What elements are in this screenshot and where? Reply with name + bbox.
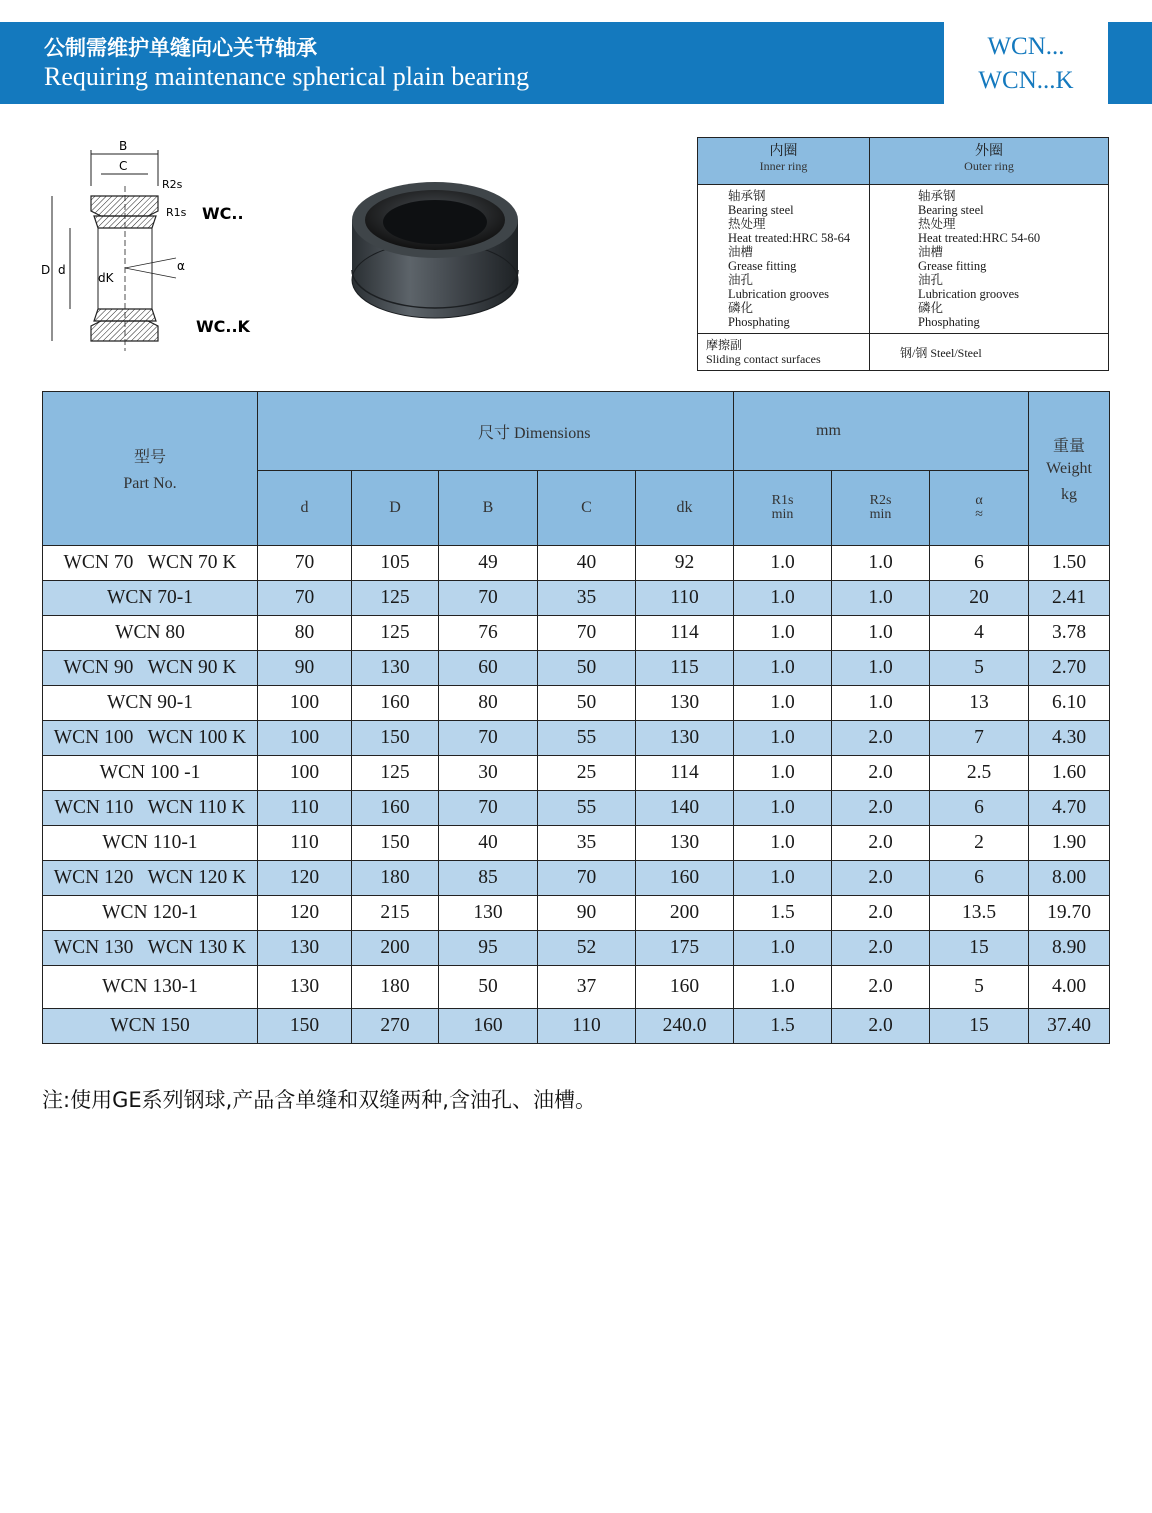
cell-d: 80	[258, 616, 352, 651]
cell-b: 130	[439, 896, 538, 931]
cell-dk: 114	[636, 616, 734, 651]
cell-dk: 130	[636, 686, 734, 721]
weight-header	[1029, 392, 1110, 546]
cell-dk: 200	[636, 896, 734, 931]
cell-r1s: 1.0	[734, 966, 832, 1009]
cell-d: 120	[258, 896, 352, 931]
cell-b: 50	[439, 966, 538, 1009]
cell-dk: 114	[636, 756, 734, 791]
cell-d: 70	[258, 546, 352, 581]
cell-alpha: 20	[930, 581, 1029, 616]
inner-ring-en: Inner ring	[759, 159, 808, 173]
cell-c: 55	[538, 721, 636, 756]
cell-b: 70	[439, 581, 538, 616]
cell-alpha: 2.5	[930, 756, 1029, 791]
cell-r2s: 1.0	[832, 651, 930, 686]
cell-outer-d: 270	[352, 1009, 439, 1044]
diagram-label-r1s: R1s	[166, 206, 187, 219]
cell-alpha: 2	[930, 826, 1029, 861]
title-chinese: 公制需维护单缝向心关节轴承	[44, 36, 317, 60]
cell-outer-d: 125	[352, 616, 439, 651]
cell-part-no: WCN 110-1	[43, 826, 258, 861]
cell-alpha: 4	[930, 616, 1029, 651]
cell-dk: 110	[636, 581, 734, 616]
weight-unit: kg	[1061, 486, 1078, 503]
table-row	[43, 861, 1110, 896]
table-row	[43, 721, 1110, 756]
bearing-photo	[340, 162, 530, 322]
cell-dk: 130	[636, 826, 734, 861]
dimensions-table	[42, 391, 1110, 1044]
cell-b: 30	[439, 756, 538, 791]
outer-ring-en: Outer ring	[964, 159, 1014, 173]
cell-weight: 4.70	[1029, 791, 1110, 826]
cell-dk: 92	[636, 546, 734, 581]
cell-d: 70	[258, 581, 352, 616]
cell-b: 70	[439, 791, 538, 826]
cell-part-no: WCN 110 WCN 110 K	[43, 791, 258, 826]
cell-part-no: WCN 130 WCN 130 K	[43, 931, 258, 966]
cell-dk: 160	[636, 861, 734, 896]
unit-header: mm	[734, 392, 1029, 471]
cell-alpha: 15	[930, 1009, 1029, 1044]
spec-line: 油孔	[728, 273, 754, 287]
cell-r1s: 1.0	[734, 826, 832, 861]
cell-outer-d: 150	[352, 826, 439, 861]
weight-en: Weight	[1046, 460, 1092, 477]
cell-d: 130	[258, 966, 352, 1009]
cell-weight: 4.30	[1029, 721, 1110, 756]
cell-r1s: 1.0	[734, 581, 832, 616]
cell-r1s: 1.0	[734, 686, 832, 721]
outer-ring-spec	[870, 185, 1109, 334]
cell-part-no: WCN 150	[43, 1009, 258, 1044]
cell-r1s: 1.0	[734, 791, 832, 826]
series-code-wcnk: WCN...K	[978, 67, 1074, 94]
col-header-r2s	[832, 471, 930, 546]
cell-alpha: 6	[930, 791, 1029, 826]
cell-outer-d: 150	[352, 721, 439, 756]
sliding-contact-cn: 摩擦副	[706, 338, 743, 352]
cell-r2s: 1.0	[832, 616, 930, 651]
cell-d: 150	[258, 1009, 352, 1044]
spec-line: Bearing steel	[918, 203, 984, 217]
cell-part-no: WCN 80	[43, 616, 258, 651]
alpha-label: α	[975, 493, 983, 508]
r2s-label: R2s	[869, 493, 892, 508]
cell-alpha: 15	[930, 931, 1029, 966]
spec-line: Bearing steel	[728, 203, 794, 217]
cell-d: 110	[258, 791, 352, 826]
cell-dk: 115	[636, 651, 734, 686]
inner-ring-header	[698, 138, 870, 185]
diagram-label-inner-d: d	[58, 263, 66, 277]
table-row	[43, 966, 1110, 1009]
series-code-wcn: WCN...	[987, 33, 1065, 60]
cell-d: 130	[258, 931, 352, 966]
cell-c: 55	[538, 791, 636, 826]
cell-part-no: WCN 120-1	[43, 896, 258, 931]
cell-outer-d: 160	[352, 791, 439, 826]
table-row	[43, 616, 1110, 651]
spec-line: 磷化	[918, 301, 944, 315]
table-row	[43, 791, 1110, 826]
cell-alpha: 13	[930, 686, 1029, 721]
cell-weight: 3.78	[1029, 616, 1110, 651]
col-header-b: B	[439, 471, 538, 546]
cell-r2s: 2.0	[832, 966, 930, 1009]
cell-r1s: 1.5	[734, 896, 832, 931]
spec-line: 油槽	[728, 245, 754, 259]
cell-part-no: WCN 120 WCN 120 K	[43, 861, 258, 896]
cell-part-no: WCN 100 WCN 100 K	[43, 721, 258, 756]
cell-c: 52	[538, 931, 636, 966]
cell-outer-d: 130	[352, 651, 439, 686]
cell-alpha: 6	[930, 546, 1029, 581]
cell-d: 90	[258, 651, 352, 686]
cell-alpha: 7	[930, 721, 1029, 756]
spec-line: 热处理	[918, 217, 956, 231]
part-no-en: Part No.	[123, 475, 177, 492]
cell-r2s: 2.0	[832, 896, 930, 931]
cell-d: 100	[258, 686, 352, 721]
spec-line: 油槽	[918, 245, 944, 259]
bearing-cross-section-diagram	[36, 136, 266, 364]
cell-r2s: 2.0	[832, 721, 930, 756]
material-spec-table	[697, 137, 1109, 371]
cell-d: 100	[258, 756, 352, 791]
cell-r2s: 2.0	[832, 756, 930, 791]
cell-weight: 1.90	[1029, 826, 1110, 861]
cell-c: 50	[538, 686, 636, 721]
cell-dk: 160	[636, 966, 734, 1009]
cell-c: 50	[538, 651, 636, 686]
cell-outer-d: 125	[352, 581, 439, 616]
r1s-sub: min	[771, 507, 794, 522]
cell-dk: 140	[636, 791, 734, 826]
cell-c: 37	[538, 966, 636, 1009]
cell-b: 80	[439, 686, 538, 721]
diagram-label-b: B	[119, 139, 128, 153]
table-row	[43, 931, 1110, 966]
title-english: Requiring maintenance spherical plain bearing	[44, 62, 530, 91]
cell-weight: 6.10	[1029, 686, 1110, 721]
diagram-label-wck: WC..K	[196, 317, 250, 336]
cell-alpha: 13.5	[930, 896, 1029, 931]
spec-line: Phosphating	[728, 315, 790, 329]
cell-d: 110	[258, 826, 352, 861]
cell-b: 85	[439, 861, 538, 896]
cell-r1s: 1.0	[734, 931, 832, 966]
cell-weight: 4.00	[1029, 966, 1110, 1009]
outer-ring-header	[870, 138, 1109, 185]
cell-part-no: WCN 100 -1	[43, 756, 258, 791]
cell-outer-d: 125	[352, 756, 439, 791]
cell-r2s: 2.0	[832, 1009, 930, 1044]
cell-c: 70	[538, 616, 636, 651]
cell-c: 25	[538, 756, 636, 791]
footnote: 注:使用GE系列钢球,产品含单缝和双缝两种,含油孔、油槽。	[42, 1088, 596, 1112]
cell-r2s: 2.0	[832, 861, 930, 896]
cell-c: 35	[538, 826, 636, 861]
table-row	[43, 826, 1110, 861]
table-row	[43, 756, 1110, 791]
cell-c: 90	[538, 896, 636, 931]
cell-b: 160	[439, 1009, 538, 1044]
cell-alpha: 5	[930, 966, 1029, 1009]
cell-outer-d: 180	[352, 966, 439, 1009]
cell-c: 70	[538, 861, 636, 896]
cell-outer-d: 105	[352, 546, 439, 581]
spec-line: 轴承钢	[728, 189, 766, 203]
col-header-dk: dk	[636, 471, 734, 546]
cell-weight: 37.40	[1029, 1009, 1110, 1044]
col-header-outer-d: D	[352, 471, 439, 546]
spec-line: Grease fitting	[728, 259, 797, 273]
cell-outer-d: 180	[352, 861, 439, 896]
cell-b: 70	[439, 721, 538, 756]
weight-cn: 重量	[1053, 438, 1086, 455]
cell-r1s: 1.5	[734, 1009, 832, 1044]
cell-r1s: 1.0	[734, 616, 832, 651]
diagram-label-alpha: α	[177, 259, 185, 273]
diagram-label-outer-d: D	[41, 263, 51, 277]
outer-ring-cn: 外圈	[975, 144, 1003, 159]
header-banner	[0, 22, 944, 104]
cell-r1s: 1.0	[734, 756, 832, 791]
spec-line: Heat treated:HRC 58-64	[728, 231, 851, 245]
cell-weight: 2.41	[1029, 581, 1110, 616]
cell-outer-d: 160	[352, 686, 439, 721]
col-header-d: d	[258, 471, 352, 546]
cell-alpha: 6	[930, 861, 1029, 896]
cell-part-no: WCN 90-1	[43, 686, 258, 721]
cell-r1s: 1.0	[734, 651, 832, 686]
part-no-header	[43, 392, 258, 546]
col-header-alpha	[930, 471, 1029, 546]
cell-r2s: 1.0	[832, 686, 930, 721]
spec-line: Lubrication grooves	[918, 287, 1020, 301]
cell-outer-d: 200	[352, 931, 439, 966]
cell-r2s: 2.0	[832, 931, 930, 966]
cell-part-no: WCN 70 WCN 70 K	[43, 546, 258, 581]
sliding-contact-en: Sliding contact surfaces	[706, 352, 821, 366]
cell-weight: 1.60	[1029, 756, 1110, 791]
spec-line: 油孔	[918, 273, 944, 287]
cell-r2s: 1.0	[832, 546, 930, 581]
cell-dk: 130	[636, 721, 734, 756]
cell-weight: 2.70	[1029, 651, 1110, 686]
col-header-r1s	[734, 471, 832, 546]
cell-c: 35	[538, 581, 636, 616]
cell-weight: 1.50	[1029, 546, 1110, 581]
table-row	[43, 896, 1110, 931]
cell-b: 49	[439, 546, 538, 581]
spec-line: 磷化	[728, 301, 754, 315]
cell-c: 110	[538, 1009, 636, 1044]
dimensions-header: 尺寸 Dimensions	[258, 392, 734, 471]
diagram-label-c: C	[119, 159, 128, 173]
spec-line: Phosphating	[918, 315, 980, 329]
table-row	[43, 546, 1110, 581]
spec-line: Heat treated:HRC 54-60	[918, 231, 1041, 245]
sliding-contact-value: 钢/钢 Steel/Steel	[870, 334, 1109, 371]
inner-ring-spec	[698, 185, 870, 334]
cell-weight: 8.00	[1029, 861, 1110, 896]
cell-r1s: 1.0	[734, 721, 832, 756]
table-row	[43, 686, 1110, 721]
series-codes	[960, 30, 1092, 98]
spec-line: Lubrication grooves	[728, 287, 830, 301]
cell-part-no: WCN 70-1	[43, 581, 258, 616]
table-row	[43, 1009, 1110, 1044]
cell-r1s: 1.0	[734, 861, 832, 896]
cell-c: 40	[538, 546, 636, 581]
cell-b: 60	[439, 651, 538, 686]
table-row	[43, 581, 1110, 616]
cell-part-no: WCN 130-1	[43, 966, 258, 1009]
cell-outer-d: 215	[352, 896, 439, 931]
spec-line: 热处理	[728, 217, 766, 231]
sliding-contact-label	[698, 334, 870, 371]
cell-b: 40	[439, 826, 538, 861]
inner-ring-cn: 内圈	[769, 144, 798, 159]
cell-b: 95	[439, 931, 538, 966]
cell-part-no: WCN 90 WCN 90 K	[43, 651, 258, 686]
diagram-label-wc: WC..	[202, 204, 244, 223]
cell-alpha: 5	[930, 651, 1029, 686]
part-no-cn: 型号	[133, 449, 166, 466]
diagram-label-r2s: R2s	[162, 178, 183, 191]
cell-r2s: 1.0	[832, 581, 930, 616]
diagram-label-dk: dK	[98, 271, 114, 285]
cell-d: 100	[258, 721, 352, 756]
spec-line: 轴承钢	[918, 189, 956, 203]
r1s-label: R1s	[771, 493, 794, 508]
cell-weight: 8.90	[1029, 931, 1110, 966]
spec-line: Grease fitting	[918, 259, 987, 273]
cell-r2s: 2.0	[832, 826, 930, 861]
header-tab	[1108, 22, 1152, 104]
cell-weight: 19.70	[1029, 896, 1110, 931]
table-row	[43, 651, 1110, 686]
cell-r1s: 1.0	[734, 546, 832, 581]
cell-dk: 240.0	[636, 1009, 734, 1044]
cell-d: 120	[258, 861, 352, 896]
r2s-sub: min	[869, 507, 892, 522]
cell-b: 76	[439, 616, 538, 651]
cell-dk: 175	[636, 931, 734, 966]
alpha-sub: ≈	[975, 507, 983, 522]
cell-r2s: 2.0	[832, 791, 930, 826]
col-header-c: C	[538, 471, 636, 546]
